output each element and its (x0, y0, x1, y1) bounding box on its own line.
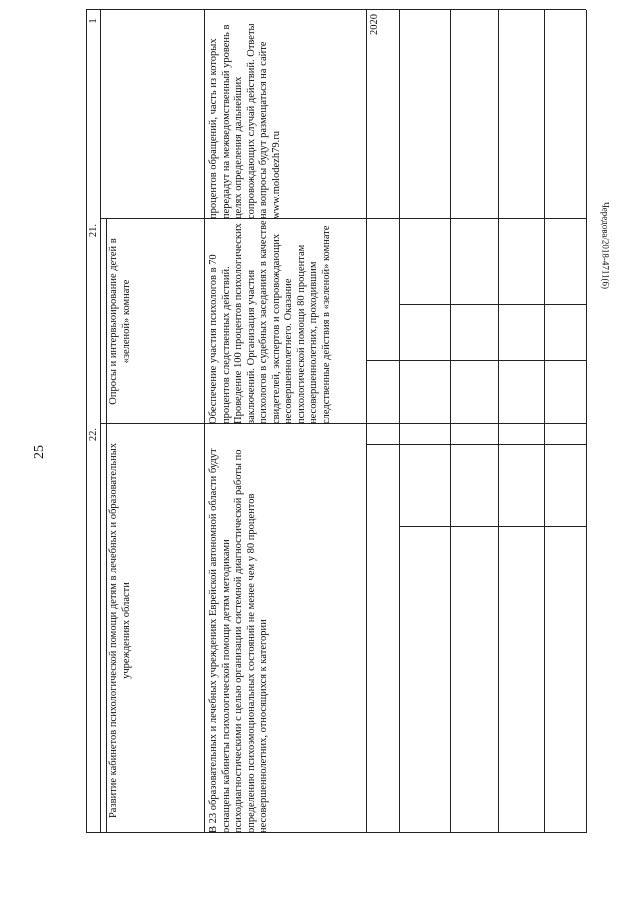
row-22-name: Развитие кабинетов психологической помощи детям в лечебных и образовательных учреждениях области (108, 442, 132, 819)
reg-col-rule (544, 10, 545, 833)
year-split-22 (366, 444, 586, 445)
cont-year: 2020 (369, 14, 380, 35)
year-col-rule (399, 10, 400, 833)
row-22-num: 22. (88, 428, 99, 442)
name-col-rule (204, 10, 205, 833)
exec-col-rule (366, 10, 367, 833)
table-border (86, 9, 586, 10)
cont-measure: процентов обращений, часть из которых передадут на межведомственный уровень в целях определения дальнейших сопровождающих случай действий. Ответы на вопросы будут размещаться на сайте www.molodezh79.ru (208, 23, 282, 219)
year-split-21 (366, 360, 586, 361)
sum-col-rule (450, 10, 451, 833)
document-footer: Чередова/2018-4711(6) (600, 201, 611, 290)
fed-col-rule (498, 10, 499, 833)
num-col-rule (106, 219, 107, 833)
row-21-num: 21. (88, 224, 99, 238)
header-col-1: 1 (87, 18, 99, 24)
program-table (86, 10, 586, 833)
year-split-22b (399, 526, 586, 527)
row-22-measure: В 23 образовательных и лечебных учреждениях Еврейской автономной области будут оснащены кабинеты психологической помощи детям методиками психодиагностическими с целью организации системной диагностической работы по определению психоэмоциональных состояний не менее чем у 80 процентов несовершеннолетних, относящихся к категории (208, 448, 269, 833)
row-21-name: Опросы и интервьюирование детей в «зеленой» комнате (108, 238, 132, 405)
table-border (586, 10, 587, 833)
year-split-21b (399, 304, 586, 305)
row-21-measure: Обеспечение участия психологов в 70 процентов следственных действий. Проведение 100 процентов психологических заключений. Организация участия психологов в судебных заседаниях в качестве свидетелей, экспертов и сопровождающих несовершеннолетнего. Оказание психологической помощи 80 процентам несовершеннолетних, проходившим следственные действия в «зеленой» комнате (208, 220, 332, 424)
page-number: 25 (32, 445, 47, 459)
